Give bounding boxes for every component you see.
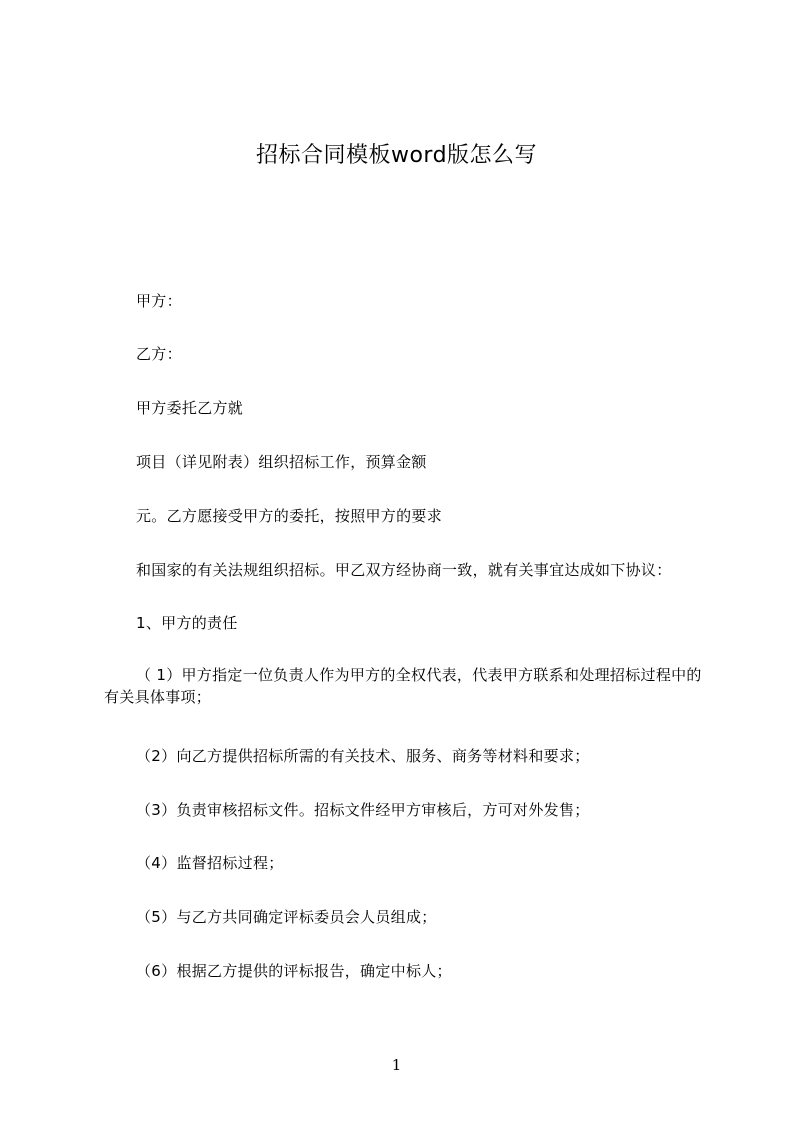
list-item-duty-6: （6）根据乙方提供的评标报告，确定中标人； xyxy=(136,962,452,980)
paragraph-agreement: 和国家的有关法规组织招标。甲乙双方经协商一致，就有关事宜达成如下协议： xyxy=(136,561,672,579)
section-heading-party-a-duties: 1、甲方的责任 xyxy=(136,614,238,632)
paragraph-entrust: 甲方委托乙方就 xyxy=(136,399,244,417)
paragraph-party-a: 甲方： xyxy=(136,292,182,310)
paragraph-project: 项目（详见附表）组织招标工作，预算金额 xyxy=(136,453,427,471)
list-item-duty-5: （5）与乙方共同确定评标委员会人员组成； xyxy=(136,908,437,926)
page-number: 1 xyxy=(391,1056,402,1074)
paragraph-party-b: 乙方： xyxy=(136,345,182,363)
list-item-duty-3: （3）负责审核招标文件。招标文件经甲方审核后，方可对外发售； xyxy=(136,801,590,819)
list-item-duty-2: （2）向乙方提供招标所需的有关技术、服务、商务等材料和要求； xyxy=(136,747,590,765)
document-title: 招标合同模板word版怎么写 xyxy=(255,143,538,168)
list-item-duty-4: （4）监督招标过程； xyxy=(136,854,284,872)
paragraph-amount: 元。乙方愿接受甲方的委托，按照甲方的要求 xyxy=(136,507,443,525)
list-item-duty-1: （ 1）甲方指定一位负责人作为甲方的全权代表，代表甲方联系和处理招标过程中的有关具体事项； xyxy=(104,666,702,706)
